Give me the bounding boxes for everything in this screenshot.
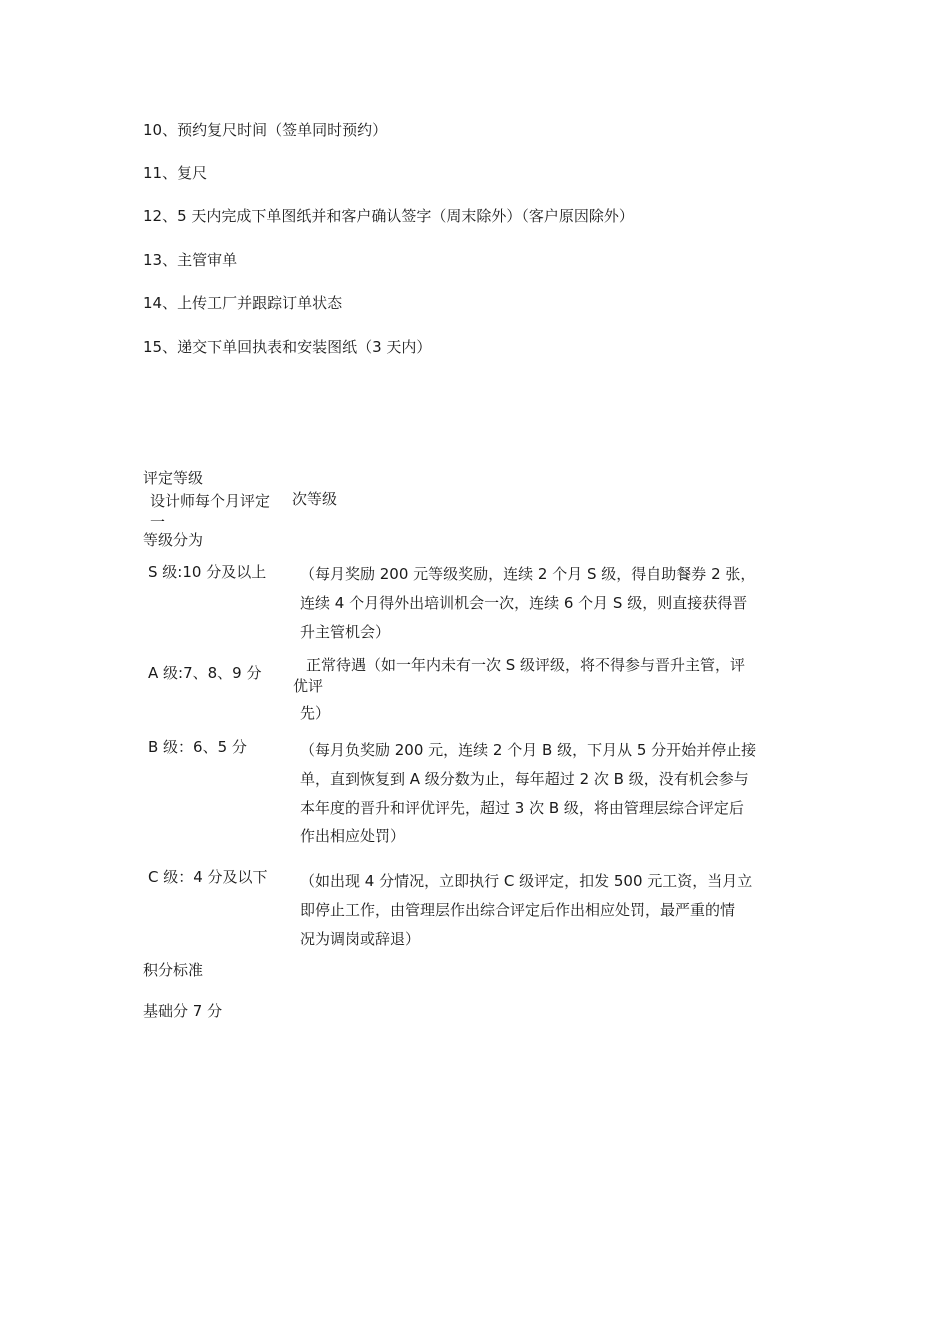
level-s-desc-line: （每月奖励 200 元等级奖励，连续 2 个月 S 级，得自助餐券 2 张，	[300, 565, 756, 583]
step-13: 13、主管审单	[143, 251, 238, 269]
step-14: 14、上传工厂并跟踪订单状态	[143, 294, 343, 312]
level-b-desc-line: 作出相应处罚）	[300, 827, 406, 845]
level-c-desc-line: 即停止工作，由管理层作出综合评定后作出相应处罚，最严重的情	[300, 901, 736, 919]
level-a-desc-line: 先）	[300, 704, 331, 722]
level-a-label: A 级:7、8、9 分	[148, 664, 262, 682]
base-score: 基础分 7 分	[143, 1002, 223, 1020]
level-c-desc-line: （如出现 4 分情况，立即执行 C 级评定，扣发 500 元工资，当月立	[300, 872, 753, 890]
step-15: 15、递交下单回执表和安装图纸（3 天内）	[143, 338, 432, 356]
levels-heading: 等级分为	[143, 531, 204, 549]
level-s-desc-line: 连续 4 个月得外出培训机会一次，连续 6 个月 S 级，则直接获得晋	[300, 594, 748, 612]
monthly-rating-label: 设计师每个月评定一	[150, 492, 271, 531]
level-a-desc-line: 优评	[293, 677, 324, 695]
level-b-desc-line: 单，直到恢复到 A 级分数为止，每年超过 2 次 B 级，没有机会参与	[300, 770, 749, 788]
level-s-label: S 级:10 分及以上	[148, 563, 267, 581]
monthly-rating-suffix: 次等级	[292, 490, 338, 508]
level-c-desc-line: 况为调岗或辞退）	[300, 930, 421, 948]
level-s-desc-line: 升主管机会）	[300, 623, 391, 641]
level-b-desc-line: 本年度的晋升和评优评先，超过 3 次 B 级，将由管理层综合评定后	[300, 799, 744, 817]
score-standard-heading: 积分标准	[143, 961, 204, 979]
step-12: 12、5 天内完成下单图纸并和客户确认签字（周末除外）（客户原因除外）	[143, 207, 634, 225]
level-c-label: C 级：4 分及以下	[148, 868, 268, 886]
level-b-label: B 级：6、5 分	[148, 738, 247, 756]
step-10: 10、预约复尺时间（签单同时预约）	[143, 121, 388, 139]
level-b-desc-line: （每月负奖励 200 元，连续 2 个月 B 级，下月从 5 分开始并停止接	[300, 741, 757, 759]
rating-heading: 评定等级	[143, 469, 204, 487]
level-a-desc-line: 正常待遇（如一年内未有一次 S 级评级，将不得参与晋升主管，评	[306, 656, 746, 674]
step-11: 11、复尺	[143, 164, 208, 182]
